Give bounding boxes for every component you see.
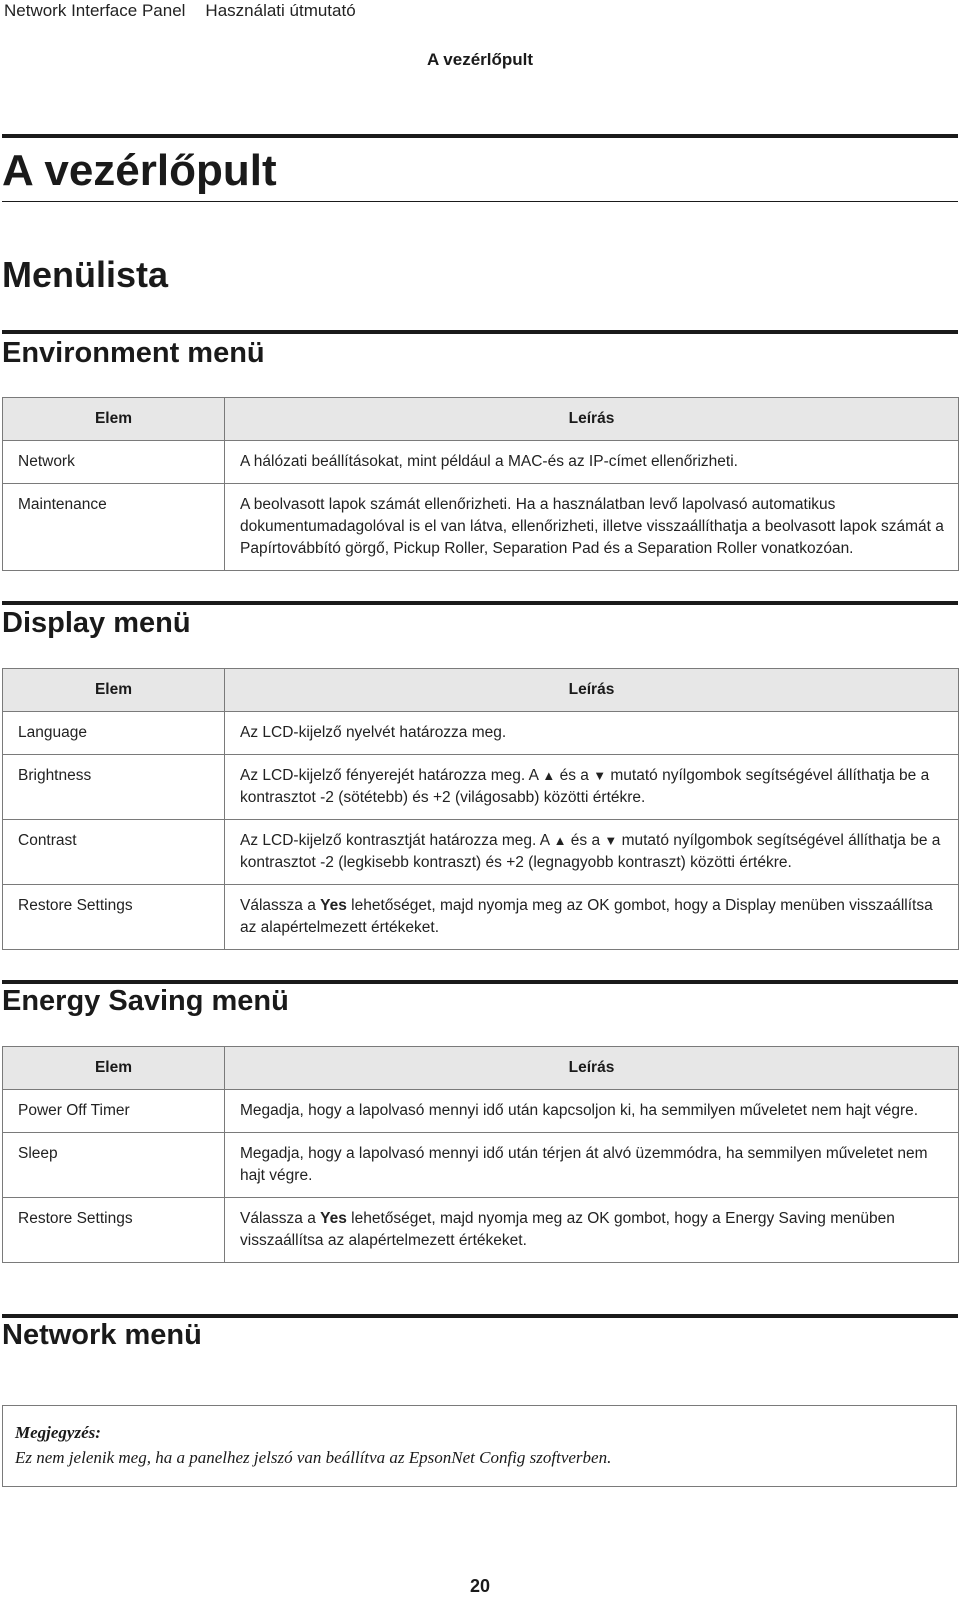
- description-text: Válassza a: [240, 897, 321, 914]
- down-arrow-icon: ▼: [604, 833, 618, 848]
- energy-table: [2, 1046, 959, 1263]
- energy-rule: [2, 980, 958, 984]
- header-doc-title: Használati útmutató: [205, 1, 356, 20]
- table-row: [3, 1133, 959, 1198]
- yes-keyword: Yes: [320, 897, 347, 914]
- table-row: [3, 820, 959, 885]
- description-text: és a: [566, 832, 605, 849]
- note-text: Ez nem jelenik meg, ha a panelhez jelszó van beállítva az EpsonNet Config szoftverben.: [15, 1448, 612, 1467]
- description-cell: [225, 755, 959, 820]
- description-text: Az LCD-kijelző kontrasztját határozza meg. A: [240, 832, 554, 849]
- column-header-description: Leírás: [225, 1047, 959, 1090]
- display-heading: Display menü: [2, 607, 191, 639]
- table-header-row: [3, 669, 959, 712]
- description-cell: Megadja, hogy a lapolvasó mennyi idő után kapcsoljon ki, ha semmilyen műveletet nem hajt végre.: [225, 1090, 959, 1133]
- menu-list-heading: Menülista: [2, 254, 169, 295]
- item-cell: Language: [3, 712, 225, 755]
- environment-table: [2, 397, 959, 571]
- column-header-description: Leírás: [225, 398, 959, 441]
- item-cell: Contrast: [3, 820, 225, 885]
- table-row: [3, 441, 959, 484]
- description-cell: Az LCD-kijelző nyelvét határozza meg.: [225, 712, 959, 755]
- column-header-item: Elem: [3, 669, 225, 712]
- table-row: [3, 1090, 959, 1133]
- description-text: Az LCD-kijelző fényerejét határozza meg. A: [240, 767, 543, 784]
- description-text: lehetőséget, majd nyomja meg az OK gombot, hogy a Display menüben visszaállítsa az alapértelmezett értékeket.: [240, 897, 933, 936]
- description-text: lehetőséget, majd nyomja meg az OK gombot, hogy a Energy Saving menüben visszaállítsa az alapértelmezett értékeket.: [240, 1210, 895, 1249]
- item-cell: Power Off Timer: [3, 1090, 225, 1133]
- description-cell: Megadja, hogy a lapolvasó mennyi idő után térjen át alvó üzemmódra, ha semmilyen műveletet nem hajt végre.: [225, 1133, 959, 1198]
- display-table: [2, 668, 959, 950]
- table-row: [3, 885, 959, 950]
- table-row: [3, 484, 959, 571]
- up-arrow-icon: ▲: [542, 768, 556, 783]
- header-section: A vezérlőpult: [426, 50, 534, 69]
- network-heading: Network menü: [2, 1319, 202, 1351]
- display-rule: [2, 601, 958, 605]
- header-product: Network Interface Panel: [4, 1, 186, 20]
- item-cell: Restore Settings: [3, 885, 225, 950]
- item-cell: Restore Settings: [3, 1198, 225, 1263]
- table-row: [3, 755, 959, 820]
- table-header-row: [3, 1047, 959, 1090]
- running-header: [4, 0, 356, 22]
- description-text: mutató nyílgombok segítségével állíthatja be a kontrasztot -2 (legkisebb kontraszt) és +2 (legnagyobb kontraszt) közötti értékre.: [240, 832, 941, 871]
- network-rule: [2, 1314, 958, 1318]
- description-cell: A hálózati beállításokat, mint például a MAC-és az IP-címet ellenőrizheti.: [225, 441, 959, 484]
- down-arrow-icon: ▼: [593, 768, 607, 783]
- description-text: és a: [555, 767, 594, 784]
- description-text: Válassza a: [240, 1210, 321, 1227]
- item-cell: Sleep: [3, 1133, 225, 1198]
- column-header-item: Elem: [3, 398, 225, 441]
- description-cell: [225, 820, 959, 885]
- page-title: A vezérlőpult: [2, 146, 277, 195]
- description-cell: A beolvasott lapok számát ellenőrizheti. Ha a használatban levő lapolvasó automatikus dokumentumadagolóval is el van látva, ellenőrizheti, illetve visszaállíthatja a beolvasott lapok számát a Papírtovábbító görgő, Pickup Roller, Separation Pad és a Separation Roller vonatkozóan.: [225, 484, 959, 571]
- column-header-description: Leírás: [225, 669, 959, 712]
- item-cell: Network: [3, 441, 225, 484]
- title-underline: [2, 201, 958, 202]
- table-header-row: [3, 398, 959, 441]
- table-row: [3, 712, 959, 755]
- column-header-item: Elem: [3, 1047, 225, 1090]
- page-number: 20: [469, 1576, 491, 1596]
- description-cell: [225, 1198, 959, 1263]
- table-row: [3, 1198, 959, 1263]
- chapter-rule: [2, 134, 958, 138]
- environment-rule: [2, 330, 958, 334]
- energy-heading: Energy Saving menü: [2, 985, 289, 1017]
- yes-keyword: Yes: [320, 1210, 347, 1227]
- note-title: Megjegyzés:: [15, 1423, 101, 1442]
- description-text: mutató nyílgombok segítségével állíthatja be a kontrasztot -2 (sötétebb) és +2 (világosabb) közötti értékre.: [240, 767, 930, 806]
- item-cell: Brightness: [3, 755, 225, 820]
- up-arrow-icon: ▲: [553, 833, 567, 848]
- environment-heading: Environment menü: [2, 337, 265, 369]
- note-box: [2, 1405, 957, 1487]
- item-cell: Maintenance: [3, 484, 225, 571]
- description-cell: [225, 885, 959, 950]
